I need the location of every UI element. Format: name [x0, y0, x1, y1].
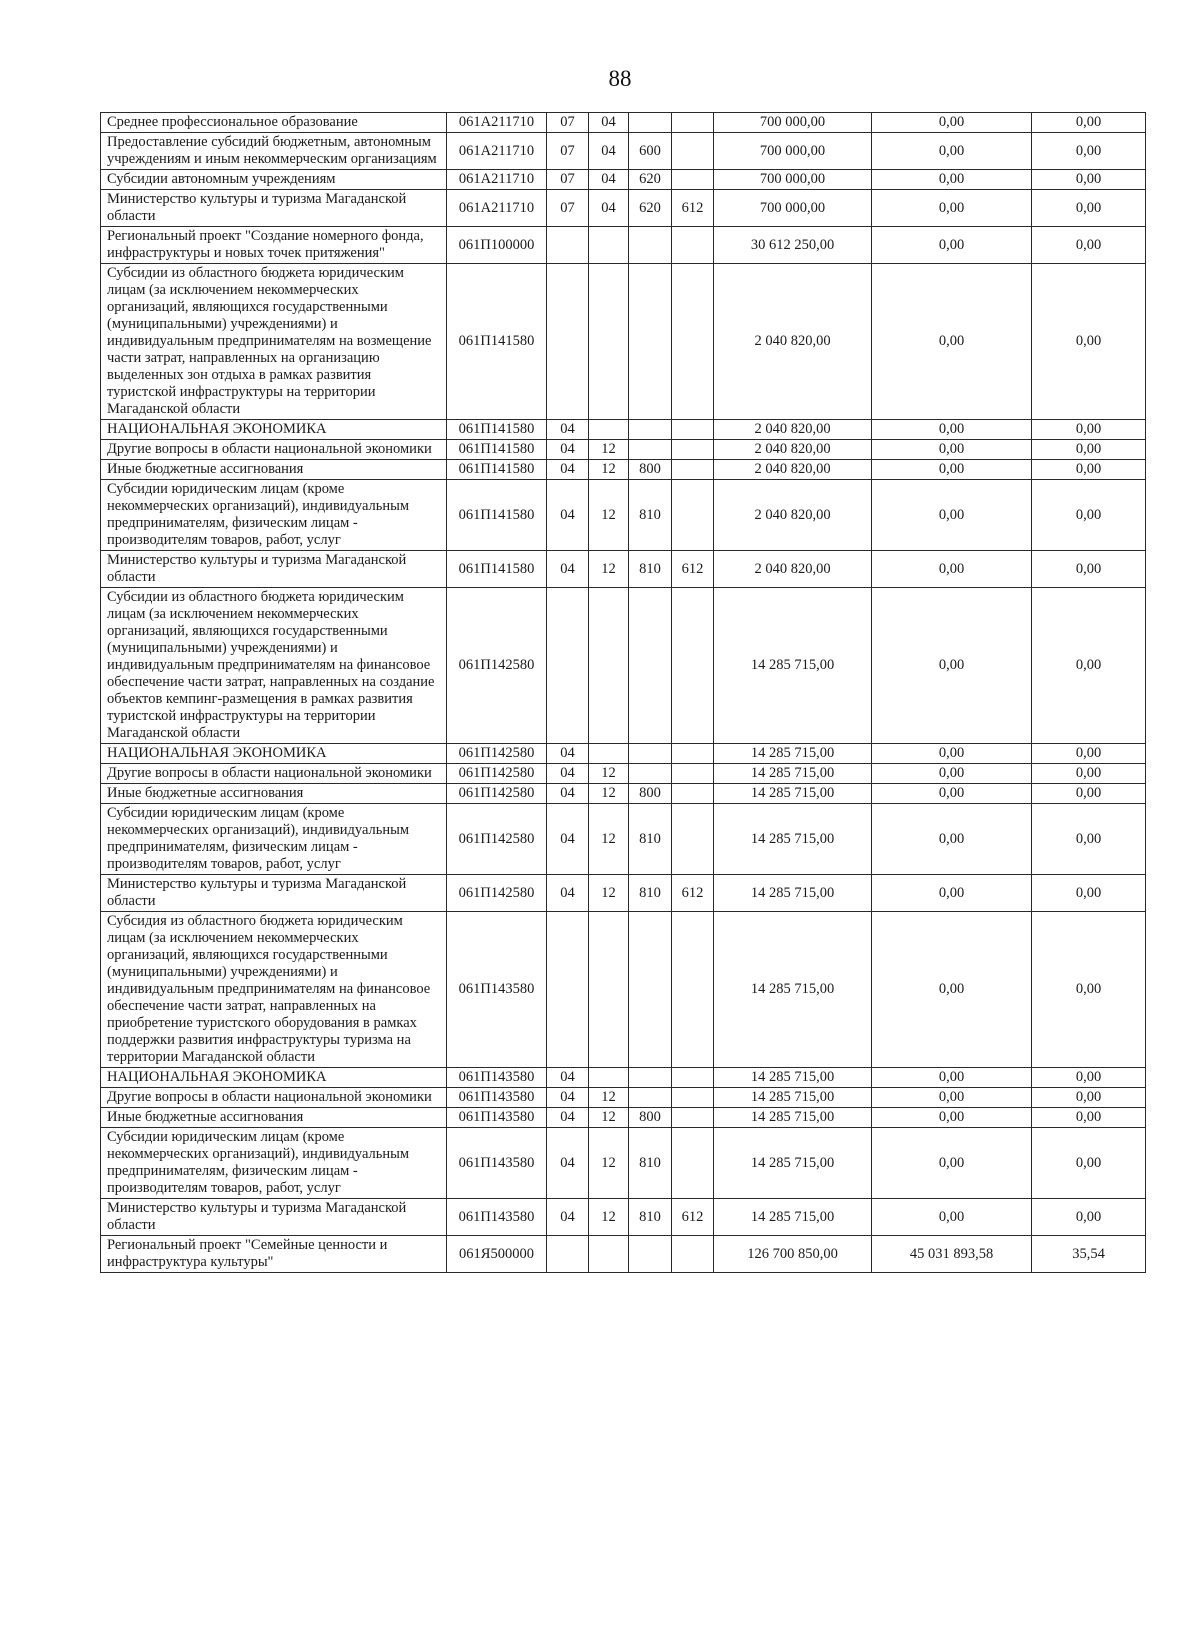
row-percent-cell: 0,00: [1032, 1108, 1146, 1128]
table-row: [101, 1199, 1146, 1236]
row-actual-amount-cell: 0,00: [872, 1088, 1032, 1108]
row-planned-amount-cell: 126 700 850,00: [714, 1236, 872, 1273]
table-row: [101, 190, 1146, 227]
row-actual-amount-cell: 0,00: [872, 804, 1032, 875]
row-target-code-cell: 061A211710: [447, 190, 547, 227]
table-row: [101, 264, 1146, 420]
row-planned-amount-cell: 2 040 820,00: [714, 440, 872, 460]
table-row: [101, 1128, 1146, 1199]
row-administrator-cell: [672, 480, 714, 551]
row-planned-amount-cell: 2 040 820,00: [714, 460, 872, 480]
row-percent-cell: 0,00: [1032, 1199, 1146, 1236]
row-expense-type-cell: 620: [629, 190, 672, 227]
row-actual-amount-cell: 0,00: [872, 133, 1032, 170]
row-administrator-cell: [672, 460, 714, 480]
row-target-code-cell: 061П141580: [447, 264, 547, 420]
row-section-cell: [547, 912, 589, 1068]
row-percent-cell: 0,00: [1032, 227, 1146, 264]
row-name-cell: Предоставление субсидий бюджетным, автономным учреждениям и иным некоммерческим организациям: [101, 133, 447, 170]
row-planned-amount-cell: 2 040 820,00: [714, 551, 872, 588]
row-percent-cell: 0,00: [1032, 588, 1146, 744]
row-percent-cell: 0,00: [1032, 480, 1146, 551]
row-administrator-cell: [672, 170, 714, 190]
row-target-code-cell: 061A211710: [447, 113, 547, 133]
row-name-cell: Министерство культуры и туризма Магаданской области: [101, 875, 447, 912]
table-row: [101, 113, 1146, 133]
row-administrator-cell: [672, 113, 714, 133]
table-row: [101, 460, 1146, 480]
row-administrator-cell: 612: [672, 551, 714, 588]
row-percent-cell: 0,00: [1032, 440, 1146, 460]
row-subsection-cell: [589, 744, 629, 764]
table-row: [101, 1068, 1146, 1088]
table-row: [101, 804, 1146, 875]
row-percent-cell: 35,54: [1032, 1236, 1146, 1273]
budget-table-body: [101, 113, 1146, 1273]
row-administrator-cell: [672, 227, 714, 264]
row-planned-amount-cell: 700 000,00: [714, 133, 872, 170]
table-row: [101, 1108, 1146, 1128]
table-row: [101, 133, 1146, 170]
row-name-cell: НАЦИОНАЛЬНАЯ ЭКОНОМИКА: [101, 1068, 447, 1088]
row-planned-amount-cell: 14 285 715,00: [714, 804, 872, 875]
row-subsection-cell: [589, 588, 629, 744]
row-administrator-cell: [672, 912, 714, 1068]
row-expense-type-cell: 800: [629, 784, 672, 804]
row-expense-type-cell: 800: [629, 1108, 672, 1128]
row-administrator-cell: [672, 1068, 714, 1088]
row-name-cell: Другие вопросы в области национальной экономики: [101, 764, 447, 784]
row-planned-amount-cell: 2 040 820,00: [714, 480, 872, 551]
row-actual-amount-cell: 0,00: [872, 440, 1032, 460]
row-actual-amount-cell: 0,00: [872, 1068, 1032, 1088]
row-target-code-cell: 061П100000: [447, 227, 547, 264]
table-row: [101, 440, 1146, 460]
row-target-code-cell: 061П142580: [447, 875, 547, 912]
row-expense-type-cell: [629, 1088, 672, 1108]
row-percent-cell: 0,00: [1032, 170, 1146, 190]
row-target-code-cell: 061A211710: [447, 170, 547, 190]
row-percent-cell: 0,00: [1032, 744, 1146, 764]
row-actual-amount-cell: 0,00: [872, 420, 1032, 440]
table-row: [101, 480, 1146, 551]
row-expense-type-cell: 810: [629, 875, 672, 912]
row-subsection-cell: 12: [589, 1088, 629, 1108]
row-expense-type-cell: [629, 227, 672, 264]
row-target-code-cell: 061П143580: [447, 1068, 547, 1088]
row-name-cell: Иные бюджетные ассигнования: [101, 784, 447, 804]
row-name-cell: Субсидии из областного бюджета юридическим лицам (за исключением некоммерческих организаций, являющихся государственными (муниципальными) учреждениями) и индивидуальным предпринимателям на возмещение части затрат, направленных на организацию выделенных зон отдыха в рамках развития туристской инфраструктуры на территории Магаданской области: [101, 264, 447, 420]
row-section-cell: 04: [547, 804, 589, 875]
row-subsection-cell: 12: [589, 784, 629, 804]
row-target-code-cell: 061П142580: [447, 764, 547, 784]
table-row: [101, 227, 1146, 264]
row-actual-amount-cell: 0,00: [872, 1199, 1032, 1236]
row-subsection-cell: [589, 912, 629, 1068]
row-percent-cell: 0,00: [1032, 113, 1146, 133]
row-planned-amount-cell: 14 285 715,00: [714, 1199, 872, 1236]
row-subsection-cell: [589, 264, 629, 420]
row-target-code-cell: 061П143580: [447, 1108, 547, 1128]
row-section-cell: [547, 1236, 589, 1273]
row-percent-cell: 0,00: [1032, 1068, 1146, 1088]
row-expense-type-cell: [629, 420, 672, 440]
row-expense-type-cell: 620: [629, 170, 672, 190]
row-target-code-cell: 061П143580: [447, 1199, 547, 1236]
row-name-cell: НАЦИОНАЛЬНАЯ ЭКОНОМИКА: [101, 420, 447, 440]
row-administrator-cell: [672, 420, 714, 440]
row-expense-type-cell: [629, 1068, 672, 1088]
row-section-cell: 04: [547, 551, 589, 588]
row-subsection-cell: 12: [589, 804, 629, 875]
row-planned-amount-cell: 14 285 715,00: [714, 912, 872, 1068]
row-planned-amount-cell: 14 285 715,00: [714, 1088, 872, 1108]
row-target-code-cell: 061Я500000: [447, 1236, 547, 1273]
row-administrator-cell: [672, 264, 714, 420]
row-planned-amount-cell: 700 000,00: [714, 170, 872, 190]
row-actual-amount-cell: 0,00: [872, 170, 1032, 190]
row-section-cell: 07: [547, 133, 589, 170]
row-target-code-cell: 061П141580: [447, 551, 547, 588]
row-name-cell: Субсидия из областного бюджета юридическим лицам (за исключением некоммерческих организаций, являющихся государственными (муниципальными) учреждениями) и индивидуальным предпринимателям на финансовое обеспечение части затрат, направленных на приобретение туристского оборудования в рамках поддержки развития инфраструктуры туризма на территории Магаданской области: [101, 912, 447, 1068]
row-section-cell: 04: [547, 764, 589, 784]
row-name-cell: Субсидии юридическим лицам (кроме некоммерческих организаций), индивидуальным предпринимателям, физическим лицам - производителям товаров, работ, услуг: [101, 480, 447, 551]
row-subsection-cell: 04: [589, 170, 629, 190]
table-row: [101, 170, 1146, 190]
row-subsection-cell: 12: [589, 1108, 629, 1128]
row-percent-cell: 0,00: [1032, 460, 1146, 480]
row-administrator-cell: [672, 1128, 714, 1199]
table-row: [101, 744, 1146, 764]
row-administrator-cell: [672, 764, 714, 784]
row-actual-amount-cell: 45 031 893,58: [872, 1236, 1032, 1273]
row-actual-amount-cell: 0,00: [872, 551, 1032, 588]
row-subsection-cell: [589, 1068, 629, 1088]
row-section-cell: 04: [547, 420, 589, 440]
row-expense-type-cell: 810: [629, 551, 672, 588]
row-actual-amount-cell: 0,00: [872, 744, 1032, 764]
row-percent-cell: 0,00: [1032, 1088, 1146, 1108]
row-section-cell: 04: [547, 1128, 589, 1199]
row-percent-cell: 0,00: [1032, 784, 1146, 804]
row-subsection-cell: 04: [589, 190, 629, 227]
row-percent-cell: 0,00: [1032, 912, 1146, 1068]
row-target-code-cell: 061П142580: [447, 588, 547, 744]
row-planned-amount-cell: 700 000,00: [714, 190, 872, 227]
row-actual-amount-cell: 0,00: [872, 784, 1032, 804]
row-subsection-cell: [589, 227, 629, 264]
row-expense-type-cell: 800: [629, 460, 672, 480]
table-row: [101, 784, 1146, 804]
table-row: [101, 588, 1146, 744]
row-administrator-cell: [672, 804, 714, 875]
row-expense-type-cell: [629, 744, 672, 764]
row-subsection-cell: [589, 1236, 629, 1273]
row-target-code-cell: 061П143580: [447, 1088, 547, 1108]
row-expense-type-cell: 600: [629, 133, 672, 170]
row-target-code-cell: 061П141580: [447, 480, 547, 551]
row-percent-cell: 0,00: [1032, 190, 1146, 227]
table-row: [101, 1236, 1146, 1273]
row-actual-amount-cell: 0,00: [872, 912, 1032, 1068]
row-planned-amount-cell: 14 285 715,00: [714, 1068, 872, 1088]
row-target-code-cell: 061П142580: [447, 744, 547, 764]
table-row: [101, 764, 1146, 784]
row-percent-cell: 0,00: [1032, 875, 1146, 912]
row-administrator-cell: [672, 1088, 714, 1108]
row-target-code-cell: 061П141580: [447, 440, 547, 460]
row-section-cell: 04: [547, 784, 589, 804]
row-section-cell: 07: [547, 190, 589, 227]
row-planned-amount-cell: 2 040 820,00: [714, 420, 872, 440]
row-target-code-cell: 061П141580: [447, 420, 547, 440]
table-row: [101, 875, 1146, 912]
row-name-cell: Среднее профессиональное образование: [101, 113, 447, 133]
row-administrator-cell: [672, 440, 714, 460]
row-actual-amount-cell: 0,00: [872, 764, 1032, 784]
row-subsection-cell: 12: [589, 764, 629, 784]
row-actual-amount-cell: 0,00: [872, 1108, 1032, 1128]
row-percent-cell: 0,00: [1032, 764, 1146, 784]
row-administrator-cell: [672, 133, 714, 170]
row-section-cell: [547, 227, 589, 264]
row-percent-cell: 0,00: [1032, 420, 1146, 440]
row-expense-type-cell: [629, 588, 672, 744]
row-expense-type-cell: [629, 912, 672, 1068]
row-actual-amount-cell: 0,00: [872, 190, 1032, 227]
table-row: [101, 1088, 1146, 1108]
row-percent-cell: 0,00: [1032, 264, 1146, 420]
row-percent-cell: 0,00: [1032, 1128, 1146, 1199]
row-name-cell: НАЦИОНАЛЬНАЯ ЭКОНОМИКА: [101, 744, 447, 764]
row-name-cell: Субсидии юридическим лицам (кроме некоммерческих организаций), индивидуальным предпринимателям, физическим лицам - производителям товаров, работ, услуг: [101, 1128, 447, 1199]
row-target-code-cell: 061П141580: [447, 460, 547, 480]
row-planned-amount-cell: 14 285 715,00: [714, 1108, 872, 1128]
row-percent-cell: 0,00: [1032, 133, 1146, 170]
row-section-cell: 07: [547, 113, 589, 133]
row-section-cell: 04: [547, 1108, 589, 1128]
row-actual-amount-cell: 0,00: [872, 875, 1032, 912]
row-section-cell: [547, 588, 589, 744]
row-name-cell: Субсидии автономным учреждениям: [101, 170, 447, 190]
row-subsection-cell: 12: [589, 1128, 629, 1199]
row-name-cell: Иные бюджетные ассигнования: [101, 460, 447, 480]
row-expense-type-cell: 810: [629, 1199, 672, 1236]
row-name-cell: Министерство культуры и туризма Магаданской области: [101, 190, 447, 227]
row-section-cell: 04: [547, 875, 589, 912]
row-planned-amount-cell: 2 040 820,00: [714, 264, 872, 420]
row-expense-type-cell: [629, 764, 672, 784]
row-actual-amount-cell: 0,00: [872, 113, 1032, 133]
row-subsection-cell: [589, 420, 629, 440]
row-target-code-cell: 061A211710: [447, 133, 547, 170]
row-planned-amount-cell: 30 612 250,00: [714, 227, 872, 264]
row-actual-amount-cell: 0,00: [872, 480, 1032, 551]
row-administrator-cell: [672, 1236, 714, 1273]
row-planned-amount-cell: 14 285 715,00: [714, 1128, 872, 1199]
row-subsection-cell: 04: [589, 133, 629, 170]
row-name-cell: Иные бюджетные ассигнования: [101, 1108, 447, 1128]
row-name-cell: Региональный проект "Создание номерного фонда, инфраструктуры и новых точек притяжения": [101, 227, 447, 264]
row-target-code-cell: 061П143580: [447, 912, 547, 1068]
row-administrator-cell: [672, 588, 714, 744]
row-expense-type-cell: 810: [629, 1128, 672, 1199]
row-subsection-cell: 12: [589, 551, 629, 588]
row-planned-amount-cell: 14 285 715,00: [714, 764, 872, 784]
page-number: 88: [608, 66, 632, 91]
table-row: [101, 551, 1146, 588]
row-subsection-cell: 12: [589, 1199, 629, 1236]
row-actual-amount-cell: 0,00: [872, 1128, 1032, 1199]
row-expense-type-cell: [629, 440, 672, 460]
row-section-cell: 04: [547, 1088, 589, 1108]
budget-table: [100, 112, 1146, 1273]
row-name-cell: Субсидии юридическим лицам (кроме некоммерческих организаций), индивидуальным предпринимателям, физическим лицам - производителям товаров, работ, услуг: [101, 804, 447, 875]
row-section-cell: 04: [547, 744, 589, 764]
row-subsection-cell: 12: [589, 440, 629, 460]
table-row: [101, 912, 1146, 1068]
row-planned-amount-cell: 700 000,00: [714, 113, 872, 133]
row-subsection-cell: 12: [589, 480, 629, 551]
row-section-cell: 04: [547, 1068, 589, 1088]
row-actual-amount-cell: 0,00: [872, 264, 1032, 420]
row-name-cell: Министерство культуры и туризма Магаданской области: [101, 551, 447, 588]
row-name-cell: Региональный проект "Семейные ценности и инфраструктура культуры": [101, 1236, 447, 1273]
row-target-code-cell: 061П142580: [447, 804, 547, 875]
row-section-cell: [547, 264, 589, 420]
row-administrator-cell: [672, 784, 714, 804]
row-expense-type-cell: [629, 113, 672, 133]
row-target-code-cell: 061П143580: [447, 1128, 547, 1199]
row-actual-amount-cell: 0,00: [872, 588, 1032, 744]
row-name-cell: Другие вопросы в области национальной экономики: [101, 440, 447, 460]
row-name-cell: Субсидии из областного бюджета юридическим лицам (за исключением некоммерческих организаций, являющихся государственными (муниципальными) учреждениями) и индивидуальным предпринимателям на финансовое обеспечение части затрат, направленных на создание объектов кемпинг-размещения в рамках развития туристской инфраструктуры на территории Магаданской области: [101, 588, 447, 744]
row-planned-amount-cell: 14 285 715,00: [714, 588, 872, 744]
row-subsection-cell: 04: [589, 113, 629, 133]
row-actual-amount-cell: 0,00: [872, 460, 1032, 480]
row-expense-type-cell: [629, 1236, 672, 1273]
row-subsection-cell: 12: [589, 875, 629, 912]
row-subsection-cell: 12: [589, 460, 629, 480]
row-target-code-cell: 061П142580: [447, 784, 547, 804]
row-administrator-cell: [672, 744, 714, 764]
row-administrator-cell: 612: [672, 1199, 714, 1236]
row-section-cell: 04: [547, 480, 589, 551]
row-section-cell: 07: [547, 170, 589, 190]
row-planned-amount-cell: 14 285 715,00: [714, 744, 872, 764]
row-expense-type-cell: 810: [629, 480, 672, 551]
row-planned-amount-cell: 14 285 715,00: [714, 875, 872, 912]
row-section-cell: 04: [547, 1199, 589, 1236]
row-actual-amount-cell: 0,00: [872, 227, 1032, 264]
row-expense-type-cell: 810: [629, 804, 672, 875]
row-expense-type-cell: [629, 264, 672, 420]
row-name-cell: Министерство культуры и туризма Магаданской области: [101, 1199, 447, 1236]
table-row: [101, 420, 1146, 440]
row-administrator-cell: 612: [672, 190, 714, 227]
row-percent-cell: 0,00: [1032, 551, 1146, 588]
row-section-cell: 04: [547, 440, 589, 460]
row-administrator-cell: [672, 1108, 714, 1128]
row-section-cell: 04: [547, 460, 589, 480]
row-administrator-cell: 612: [672, 875, 714, 912]
row-percent-cell: 0,00: [1032, 804, 1146, 875]
row-planned-amount-cell: 14 285 715,00: [714, 784, 872, 804]
row-name-cell: Другие вопросы в области национальной экономики: [101, 1088, 447, 1108]
